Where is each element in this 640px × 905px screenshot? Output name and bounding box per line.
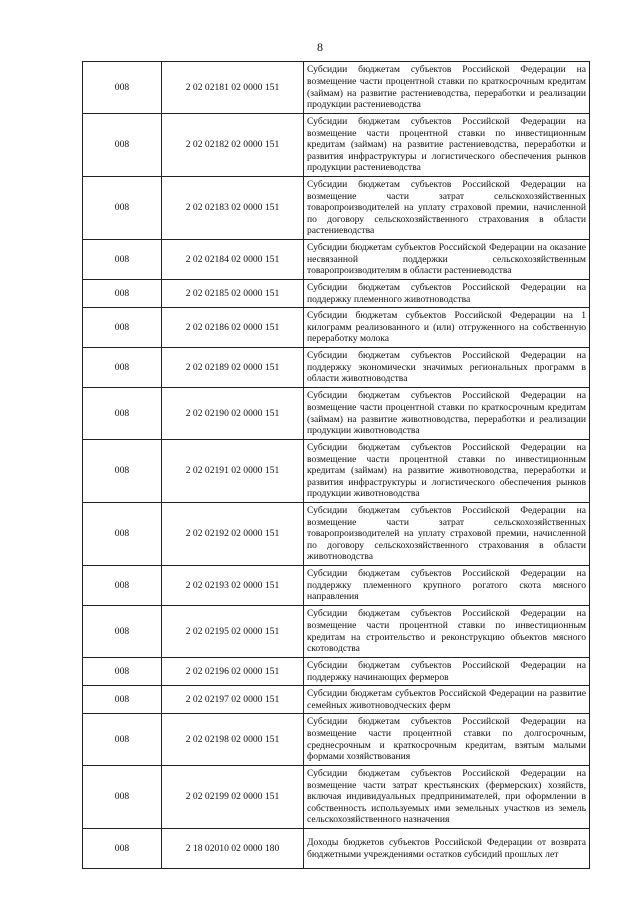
admin-code-cell: 008 (83, 714, 162, 766)
table-row (83, 714, 590, 766)
admin-code-cell: 008 (83, 606, 162, 658)
budget-code-cell: 2 02 02190 02 0000 151 (162, 388, 304, 440)
admin-code-cell: 008 (83, 829, 162, 869)
admin-code-cell: 008 (83, 388, 162, 440)
table-row (83, 114, 590, 177)
admin-code-cell: 008 (83, 240, 162, 280)
table-row (83, 606, 590, 658)
description-cell: Субсидии бюджетам субъектов Российской Федерации на 1 килограмм реализованного и (или) отгруженного на собственную переработку молока (304, 308, 590, 348)
budget-code-cell: 2 02 02181 02 0000 151 (162, 62, 304, 114)
admin-code-cell: 008 (83, 566, 162, 606)
table-row (83, 388, 590, 440)
budget-code-cell: 2 02 02191 02 0000 151 (162, 440, 304, 503)
admin-code-cell: 008 (83, 280, 162, 308)
budget-code-cell: 2 02 02186 02 0000 151 (162, 308, 304, 348)
budget-code-cell: 2 02 02193 02 0000 151 (162, 566, 304, 606)
admin-code-cell: 008 (83, 686, 162, 714)
budget-code-cell: 2 02 02192 02 0000 151 (162, 503, 304, 566)
description-cell: Субсидии бюджетам субъектов Российской Федерации на поддержку экономически значимых региональных программ в области животноводства (304, 348, 590, 388)
table-row (83, 62, 590, 114)
admin-code-cell: 008 (83, 503, 162, 566)
description-cell: Субсидии бюджетам субъектов Российской Федерации на возмещение части затрат сельскохозяйственных товаропроизводителей на уплату страховой премии, начисленной по договору сельскохозяйственного страхования в области растениеводства (304, 177, 590, 240)
budget-code-cell: 2 02 02195 02 0000 151 (162, 606, 304, 658)
description-cell: Субсидии бюджетам субъектов Российской Федерации на оказание несвязанной поддержки сельскохозяйственным товаропроизводителям в области растениеводства (304, 240, 590, 280)
table-row (83, 658, 590, 686)
admin-code-cell: 008 (83, 766, 162, 829)
table-body (83, 62, 590, 869)
budget-code-cell: 2 02 02199 02 0000 151 (162, 766, 304, 829)
description-cell: Субсидии бюджетам субъектов Российской Федерации на возмещение части процентной ставки по инвестиционным кредитам на строительство и реконструкцию объектов мясного скотоводства (304, 606, 590, 658)
table-row (83, 280, 590, 308)
table-row (83, 566, 590, 606)
admin-code-cell: 008 (83, 62, 162, 114)
admin-code-cell: 008 (83, 114, 162, 177)
budget-code-cell: 2 02 02183 02 0000 151 (162, 177, 304, 240)
description-cell: Доходы бюджетов субъектов Российской Федерации от возврата бюджетными учреждениями остатков субсидий прошлых лет (304, 829, 590, 869)
description-cell: Субсидии бюджетам субъектов Российской Федерации на возмещение части процентной ставки по краткосрочным кредитам (займам) на развитие растениеводства, переработки и реализации продукции растениеводства (304, 62, 590, 114)
table-row (83, 308, 590, 348)
budget-code-cell: 2 18 02010 02 0000 180 (162, 829, 304, 869)
budget-code-cell: 2 02 02184 02 0000 151 (162, 240, 304, 280)
table-row (83, 440, 590, 503)
budget-code-cell: 2 02 02182 02 0000 151 (162, 114, 304, 177)
description-cell: Субсидии бюджетам субъектов Российской Федерации на поддержку племенного крупного рогатого скота мясного направления (304, 566, 590, 606)
description-cell: Субсидии бюджетам субъектов Российской Федерации на возмещение части затрат крестьянских (фермерских) хозяйств, включая индивидуальных предпринимателей, при оформлении в собственность используемых ими земельных участков из земель сельскохозяйственного назначения (304, 766, 590, 829)
table-row (83, 348, 590, 388)
admin-code-cell: 008 (83, 177, 162, 240)
budget-code-cell: 2 02 02189 02 0000 151 (162, 348, 304, 388)
description-cell: Субсидии бюджетам субъектов Российской Федерации на возмещение части процентной ставки по краткосрочным кредитам (займам) на развитие животноводства, переработки и реализации продукции животноводства (304, 388, 590, 440)
budget-classification-table (82, 61, 590, 869)
table-row (83, 503, 590, 566)
budget-code-cell: 2 02 02196 02 0000 151 (162, 658, 304, 686)
table-row (83, 240, 590, 280)
description-cell: Субсидии бюджетам субъектов Российской Федерации на поддержку племенного животноводства (304, 280, 590, 308)
description-cell: Субсидии бюджетам субъектов Российской Федерации на развитие семейных животноводческих ферм (304, 686, 590, 714)
description-cell: Субсидии бюджетам субъектов Российской Федерации на возмещение части процентной ставки по долгосрочным, среднесрочным и краткосрочным кредитам, взятым малыми формами хозяйствования (304, 714, 590, 766)
description-cell: Субсидии бюджетам субъектов Российской Федерации на возмещение части процентной ставки по инвестиционным кредитам (займам) на развитие растениеводства, переработки и развития инфраструктуры и логистического обеспечения рынков продукции растениеводства (304, 114, 590, 177)
description-cell: Субсидии бюджетам субъектов Российской Федерации на возмещение части затрат сельскохозяйственных товаропроизводителей на уплату страховой премии, начисленной по договору сельскохозяйственного страхования в области животноводства (304, 503, 590, 566)
admin-code-cell: 008 (83, 348, 162, 388)
admin-code-cell: 008 (83, 440, 162, 503)
budget-code-cell: 2 02 02198 02 0000 151 (162, 714, 304, 766)
table-row (83, 177, 590, 240)
budget-code-cell: 2 02 02185 02 0000 151 (162, 280, 304, 308)
table-row (83, 686, 590, 714)
budget-code-cell: 2 02 02197 02 0000 151 (162, 686, 304, 714)
description-cell: Субсидии бюджетам субъектов Российской Федерации на поддержку начинающих фермеров (304, 658, 590, 686)
table-row (83, 829, 590, 869)
admin-code-cell: 008 (83, 308, 162, 348)
page-number: 8 (317, 40, 323, 54)
description-cell: Субсидии бюджетам субъектов Российской Федерации на возмещение части процентной ставки по инвестиционным кредитам (займам) на развитие животноводства, переработки и развития инфраструктуры и логистического обеспечения рынков продукции животноводства (304, 440, 590, 503)
admin-code-cell: 008 (83, 658, 162, 686)
table-row (83, 766, 590, 829)
